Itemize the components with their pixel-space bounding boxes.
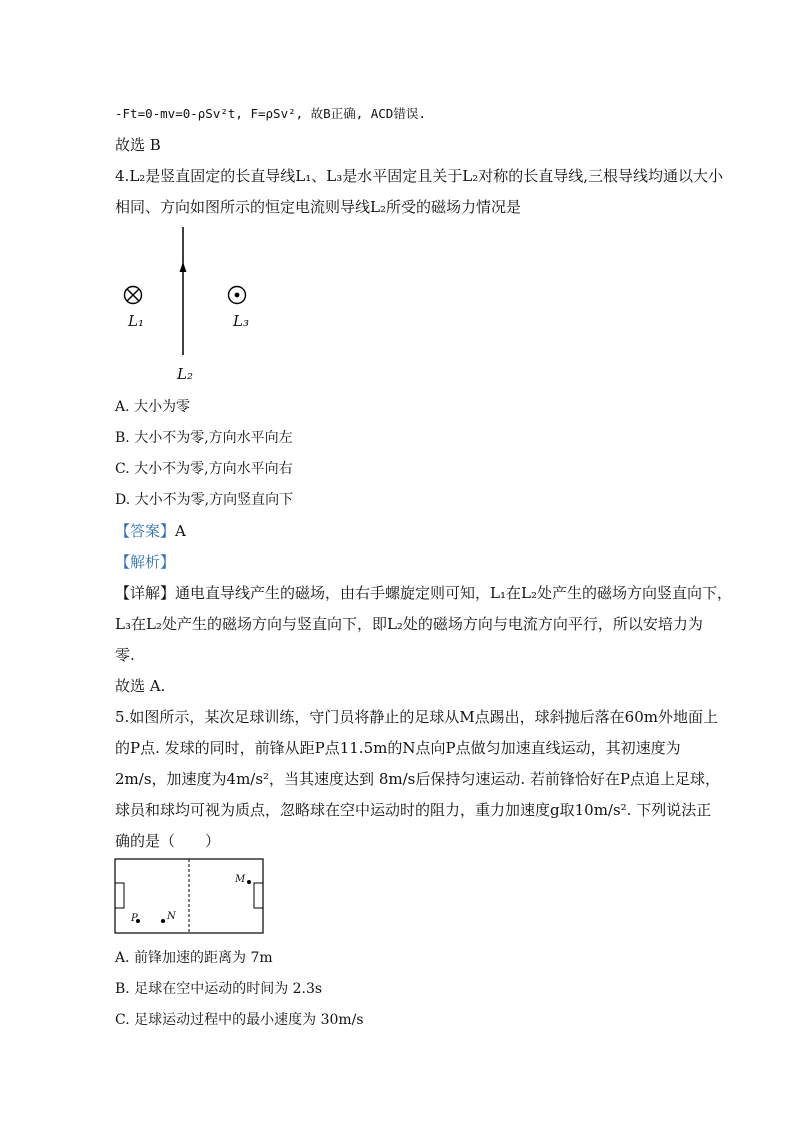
answer-value: A xyxy=(175,522,186,540)
q5-stem-text1: 如图所示，某次足球训练，守门员将静止的足球从M点踢出，球斜抛后落在60m外地面上 xyxy=(129,708,718,726)
prev-conclusion: 故选 B xyxy=(115,136,161,154)
q4-detail-line3: 零. xyxy=(115,646,135,664)
label-l3: L₃ xyxy=(233,312,249,330)
q5-option-b: B. 足球在空中运动的时间为 2.3s xyxy=(115,981,323,997)
label-l1: L₁ xyxy=(128,312,144,330)
q5-option-c: C. 足球运动过程中的最小速度为 30m/s xyxy=(115,1012,364,1028)
q4-option-a: A. 大小为零 xyxy=(115,399,191,415)
q4-option-d: D. 大小不为零,方向竖直向下 xyxy=(115,492,294,508)
q5-number: 5. xyxy=(115,708,130,726)
q5-stem-line1 xyxy=(115,706,718,727)
q4-number: 4. xyxy=(115,167,130,185)
q5-field-figure xyxy=(114,858,266,936)
q5-stem-line3: 2m/s，加速度为4m/s²，当其速度达到 8m/s后保持匀速运动. 若前锋恰好在P点追上足球， xyxy=(115,770,720,788)
point-n-dot-icon xyxy=(161,919,165,923)
current-out-of-page-icon xyxy=(229,287,246,304)
q4-figure xyxy=(115,222,275,387)
current-up-arrow-icon xyxy=(180,262,187,272)
detail-text1: 通电直导线产生的磁场，由右手螺旋定则可知，L₁在L₂处产生的磁场方向竖直向下， xyxy=(175,584,732,602)
detail-tag: 【详解】 xyxy=(115,584,176,602)
left-goal-box xyxy=(115,883,124,908)
q4-answer xyxy=(115,520,186,541)
q4-detail-line1 xyxy=(115,582,732,603)
q5-stem-line4: 球员和球均可视为质点，忽略球在空中运动时的阻力，重力加速度g取10m/s². 下列说法正 xyxy=(115,801,712,819)
label-l2: L₂ xyxy=(177,365,193,383)
label-m: M xyxy=(235,874,246,885)
analysis-tag: 【解析】 xyxy=(115,553,176,571)
q4-stem-line2: 相同、方向如图所示的恒定电流则导线L₂所受的磁场力情况是 xyxy=(115,198,521,216)
q5-option-a: A. 前锋加速的距离为 7m xyxy=(115,950,273,966)
q5-stem-line5: 确的是（ ） xyxy=(115,832,221,850)
prev-formula-line: -Ft=0-mv=0-ρSv²t, F=ρSv², 故B正确, ACD错误. xyxy=(115,106,426,121)
q5-stem-line2: 的P点. 发球的同时，前锋从距P点11.5m的N点向P点做匀加速直线运动，其初速度为 xyxy=(115,739,681,757)
q4-conclusion: 故选 A. xyxy=(115,677,166,695)
q4-option-b: B. 大小不为零,方向水平向左 xyxy=(115,430,293,446)
q4-stem-line1 xyxy=(115,165,723,186)
q4-detail-line2: L₃在L₂处产生的磁场方向与竖直向下，即L₂处的磁场方向与电流方向平行，所以安培力为 xyxy=(115,615,703,633)
right-goal-box xyxy=(254,883,263,908)
answer-tag: 【答案】 xyxy=(115,522,176,540)
label-n: N xyxy=(167,911,176,922)
current-into-page-icon xyxy=(125,287,142,304)
label-p: P xyxy=(131,913,138,924)
q4-stem-text1: L₂是竖直固定的长直导线L₁、L₃是水平固定且关于L₂对称的长直导线,三根导线均通以大小 xyxy=(129,167,723,185)
point-m-dot-icon xyxy=(247,880,251,884)
q4-option-c: C. 大小不为零,方向水平向右 xyxy=(115,461,293,477)
